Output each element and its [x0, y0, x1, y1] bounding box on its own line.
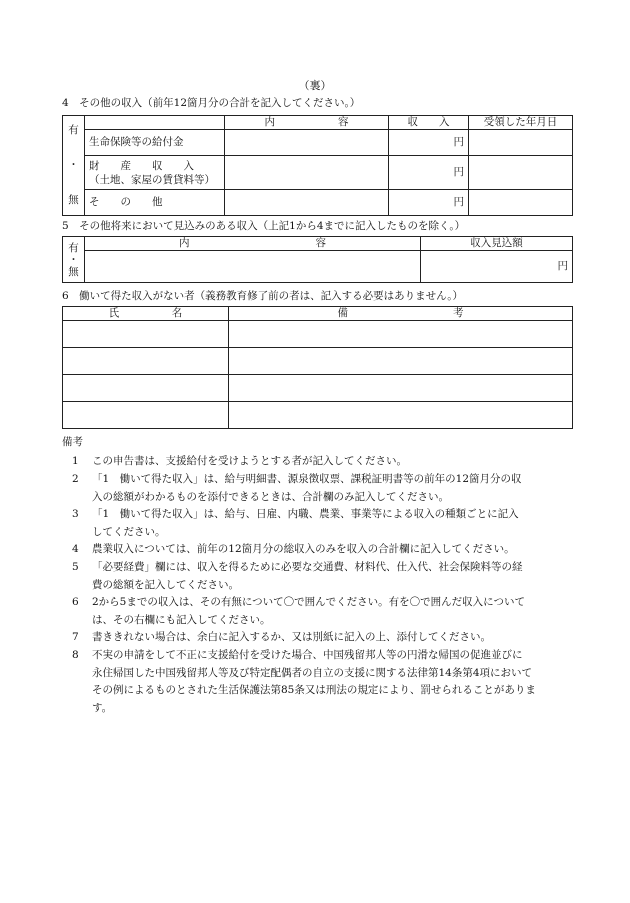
note-item [72, 559, 572, 594]
income-field[interactable] [389, 130, 469, 156]
content-field[interactable] [225, 190, 389, 216]
presence-marker[interactable] [63, 116, 85, 216]
row-label: 生命保険等の給付金 [85, 130, 225, 156]
note-number: 2 [72, 473, 79, 485]
content-field[interactable] [225, 156, 389, 190]
presence-yes: 有 [68, 241, 79, 254]
note-text: す。 [92, 701, 113, 714]
section6-heading: 6 働いて得た収入がない者（義務教育修了前の者は、記入する必要はありません。） [62, 290, 464, 302]
note-text: は、その右欄にも記入してください。 [92, 613, 271, 626]
other-income-table [62, 115, 573, 216]
yen-unit: 円 [557, 260, 568, 273]
note-item [72, 471, 572, 506]
note-text: この申告書は、支援給付を受けようとする者が記入してください。 [92, 455, 407, 467]
name-field[interactable] [63, 348, 229, 375]
note-item [72, 647, 572, 717]
table-row [63, 375, 573, 402]
table-row [63, 156, 573, 190]
presence-no: 無 [68, 265, 79, 278]
remarks-field[interactable] [229, 348, 573, 375]
header-content: 内 容 [85, 237, 421, 251]
note-text: 2から5までの収入は、その有無について〇で囲んでください。有を〇で囲んだ収入について [92, 596, 525, 608]
note-item [72, 453, 572, 471]
table-row [63, 130, 573, 156]
note-text: 不実の申請をして不正に支援給付を受けた場合、中国残留邦人等の円滑な帰国の促進並びに [92, 649, 523, 661]
table-row [63, 348, 573, 375]
note-number: 5 [72, 561, 79, 573]
note-item [72, 629, 572, 647]
expected-income-field[interactable] [421, 251, 573, 283]
yen-unit: 円 [453, 196, 464, 209]
header-remarks: 備 考 [229, 307, 573, 321]
table-row [63, 321, 573, 348]
presence-yes: 有 [68, 124, 79, 137]
note-text: 書ききれない場合は、余白に記入するか、又は別紙に記入の上、添付してください。 [92, 631, 491, 643]
remarks-field[interactable] [229, 402, 573, 429]
note-item [72, 594, 572, 629]
note-number: 4 [72, 543, 79, 555]
table-row [63, 251, 573, 283]
name-field[interactable] [63, 375, 229, 402]
note-text: 農業収入については、前年の12箇月分の総収入のみを収入の合計欄に記入してください。 [92, 543, 515, 555]
name-field[interactable] [63, 402, 229, 429]
remarks-field[interactable] [229, 375, 573, 402]
month-field[interactable] [469, 156, 573, 190]
remarks-field[interactable] [229, 321, 573, 348]
note-text: 費の総額を記入してください。 [92, 578, 239, 591]
page-title: （裏） [298, 79, 332, 92]
header-month: 受領した年月日 [469, 116, 573, 130]
section4-heading: 4 その他の収入（前年12箇月分の合計を記入してください。） [62, 97, 361, 109]
presence-no: 無 [68, 193, 79, 206]
content-field[interactable] [85, 251, 421, 283]
month-field[interactable] [469, 130, 573, 156]
note-item [72, 506, 572, 541]
section5-heading: 5 その他将来において見込みのある収入（上記1から4までに記入したものを除く。） [62, 220, 466, 232]
income-field[interactable] [389, 156, 469, 190]
note-number: 7 [72, 631, 79, 643]
presence-dot: ・ [68, 253, 79, 266]
note-text: 「1 働いて得た収入」は、給与明細書、源泉徴収票、課税証明書等の前年の12箇月分の収 [92, 473, 522, 485]
header-content: 内 容 [225, 116, 389, 130]
header-expected-income: 収入見込額 [421, 237, 573, 251]
note-number: 6 [72, 596, 79, 608]
presence-dot: ・ [68, 159, 79, 172]
row-sublabel: （土地、家屋の賃貸料等） [89, 173, 215, 186]
table-row [63, 402, 573, 429]
month-field[interactable] [469, 190, 573, 216]
name-field[interactable] [63, 321, 229, 348]
notes-title: 備考 [62, 436, 83, 448]
note-text: してください。 [92, 525, 166, 538]
note-text: その例によるものとされた生活保護法第85条又は刑法の規定により、罰せられることがありま [92, 684, 536, 696]
header-name: 氏 名 [63, 307, 229, 321]
yen-unit: 円 [453, 166, 464, 179]
row-label: 財 産 収 入 [89, 159, 194, 172]
note-number: 3 [72, 508, 79, 520]
note-number: 1 [72, 455, 79, 467]
note-text: 永住帰国した中国残留邦人等及び特定配偶者の自立の支援に関する法律第14条第4項において [92, 666, 533, 679]
table-row [63, 190, 573, 216]
row-label: そ の 他 [85, 190, 225, 216]
note-text: 「必要経費」欄には、収入を得るために必要な交通費、材料代、仕入代、社会保険料等の経 [92, 561, 523, 573]
presence-marker[interactable] [63, 237, 85, 283]
note-text: 入の総額がわかるものを添付できるときは、合計欄のみ記入してください。 [92, 490, 449, 503]
note-text: 「1 働いて得た収入」は、給与、日雇、内職、農業、事業等による収入の種類ごとに記入 [92, 508, 519, 520]
income-field[interactable] [389, 190, 469, 216]
header-income: 収 入 [389, 116, 469, 130]
yen-unit: 円 [453, 136, 464, 149]
expected-income-table [62, 236, 573, 283]
note-number: 8 [72, 649, 79, 661]
note-item [72, 541, 572, 559]
no-income-table [62, 306, 573, 429]
content-field[interactable] [225, 130, 389, 156]
